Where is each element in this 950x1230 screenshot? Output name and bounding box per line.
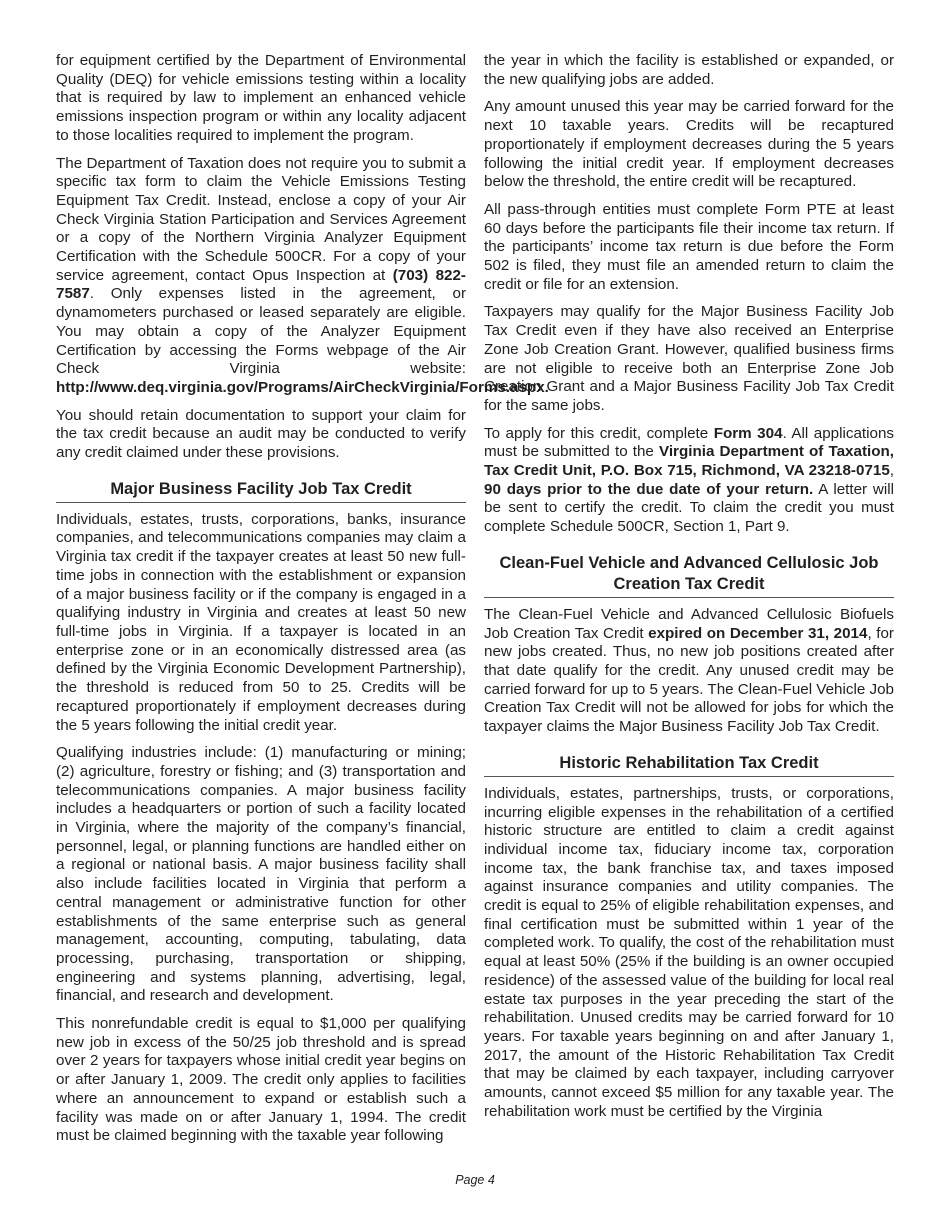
expiration-date: expired on December 31, 2014 (648, 624, 868, 642)
form-304-label: Form 304 (713, 424, 783, 442)
carry-forward-paragraph: Any amount unused this year may be carried forward for the next 10 taxable years. Credits will be recaptured proportionately if employment decreases during the 5 years following the initial credit year. If employment decreases below the threshold, the entire credit will be recaptured. (484, 98, 894, 191)
text-segment: A letter will be sent to certify the credit. To claim the credit you must complete Schedule 500CR, Section 1, Part 9. (484, 480, 894, 536)
pass-through-paragraph: All pass-through entities must complete Form PTE at least 60 days before the participants file their income tax return. If the participants’ income tax return is due before the Form 502 is filed, they must file an amended return to claim the credit or file for an extension. (484, 200, 894, 293)
text-segment: The Clean-Fuel Vehicle and Advanced Cellulosic Biofuels Job Creation Tax Credit (484, 605, 894, 642)
text-segment: The Department of Taxation does not require you to submit a specific tax form to claim the Vehicle Emissions Testing Equipment Tax Credit. Instead, enclose a copy of your Air Check Virginia Station Participation and Services Agreement or a copy of the Northern Virginia Analyzer Equipment Certification with the Schedule 500CR. For a copy of your service agreement, contact Opus Inspection at (56, 154, 466, 284)
text-segment: , (889, 462, 894, 480)
page-number: Page 4 (455, 1173, 495, 1187)
vehicle-emissions-paragraph: for equipment certified by the Department of Environmental Quality (DEQ) for vehicle emissions testing within a locality that is required by law to implement an enhanced vehicle emissions inspection program or within any locality adjacent to those localities required to implement the program. (56, 52, 466, 144)
right-column (484, 52, 894, 1130)
clean-fuel-heading: Clean-Fuel Vehicle and Advanced Cellulosic Job Creation Tax Credit (484, 553, 894, 598)
text-segment: . All applications must be submitted to the (484, 424, 894, 461)
apply-paragraph (484, 425, 894, 537)
enterprise-zone-paragraph: Taxpayers may qualify for the Major Business Facility Job Tax Credit even if they have also received an Enterprise Zone Job Creation Grant. However, qualified business firms are not eligible to receive both an Enterprise Zone Job Creation Grant and a Major Business Facility Job Tax Credit for the same jobs. (484, 303, 894, 414)
text-segment: , for new jobs created. Thus, no new job positions created after that date qualify for the credit. Any unused credit may be carried forward for up to 5 years. The Clean-Fuel Vehicle Job Creation Tax Credit will not be allowed for jobs for which the taxpayer claims the Major Business Facility Job Tax Credit. (484, 624, 894, 736)
clean-fuel-paragraph (484, 606, 894, 737)
vehicle-emissions-form-paragraph (56, 154, 549, 398)
text-segment: . Only expenses listed in the agreement, or dynamometers purchased or leased separately are eligible. You may obtain a copy of the Analyzer Equipment Certification by accessing the Forms webpage of the Air Check Virginia website: (56, 285, 466, 378)
deq-forms-url: http://www.deq.virginia.gov/Programs/AirCheckVirginia/Forms.aspx. (56, 378, 549, 396)
major-business-eligibility-paragraph: Individuals, estates, trusts, corporations, banks, insurance companies, and telecommunications companies may claim a Virginia tax credit if the taxpayer creates at least 50 new full-time jobs in connection with the establishment or expansion of a major business facility or if the company is engaged in a qualifying industry in Virginia and creates at least 50 new full-time jobs in Virginia. If a taxpayer is located in an enterprise zone or in an economically distressed area (as defined by the Virginia Economic Development Partnership), the threshold is reduced from 50 to 25. Credits will be recaptured proportionately if employment decreases during the 5 years following the initial credit year. (56, 510, 466, 734)
left-column (56, 52, 549, 1155)
opus-phone-number: (703) 822-7587 (56, 266, 466, 303)
tax-credit-unit-address: Virginia Department of Taxation, Tax Credit Unit, P.O. Box 715, Richmond, VA 23218-0715 (484, 443, 895, 480)
historic-rehabilitation-heading: Historic Rehabilitation Tax Credit (484, 753, 894, 777)
major-business-facility-heading: Major Business Facility Job Tax Credit (56, 479, 466, 503)
documentation-paragraph: You should retain documentation to support your claim for the tax credit because an audit may be conducted to verify any credit claimed under these provisions. (56, 406, 466, 462)
nonrefundable-credit-paragraph: This nonrefundable credit is equal to $1,000 per qualifying new job in excess of the 50/25 job threshold and is spread over 2 years for taxpayers whose initial credit year begins on or after January 1, 2009. The credit only applies to facilities where an announcement to expand or establish such a facility was made on or after January 1, 1994. The credit must be claimed beginning with the taxable year following (56, 1015, 466, 1145)
facility-year-paragraph: the year in which the facility is established or expanded, or the new qualifying jobs are added. (484, 52, 894, 88)
deadline-text: 90 days prior to the due date of your return. (484, 480, 814, 498)
qualifying-industries-paragraph: Qualifying industries include: (1) manufacturing or mining; (2) agriculture, forestry or fishing; and (3) transportation and telecommunications companies. A major business facility includes a headquarters or portion of such a facility located in Virginia, where the majority of the company’s financial, personnel, legal, or planning functions are handled either on a regional or national basis. A major business facility shall also include facilities located in Virginia that perform a central management or administrative function for other establishments of the same enterprise such as general management, accounting, computing, tabulating, data processing, purchasing, transportation or shipping, engineering and systems planning, advertising, legal, financial, and research and development. (56, 744, 466, 1005)
historic-rehabilitation-paragraph: Individuals, estates, partnerships, trusts, or corporations, incurring eligible expenses in the rehabilitation of a certified historic structure are entitled to claim a credit against individual income tax, fiduciary income tax, corporation income tax, the bank franchise tax, and taxes imposed against insurance companies and utility companies. The credit is equal to 25% of eligible rehabilitation expenses, and final certification must be submitted within 1 year of the completed work. To qualify, the cost of the rehabilitation must equal at least 50% (25% if the building is an owner occupied residence) of the assessed value of the building for local real estate tax purposes in the year preceding the start of the rehabilitation. Unused credits may be carried forward for 10 years. For taxable years beginning on and after January 1, 2017, the amount of the Historic Rehabilitation Tax Credit that may be claimed by each taxpayer, including carryover amounts, cannot exceed $5 million for any taxable year. The rehabilitation work must be certified by the Virginia (484, 784, 894, 1120)
text-segment: To apply for this credit, complete (484, 424, 714, 442)
